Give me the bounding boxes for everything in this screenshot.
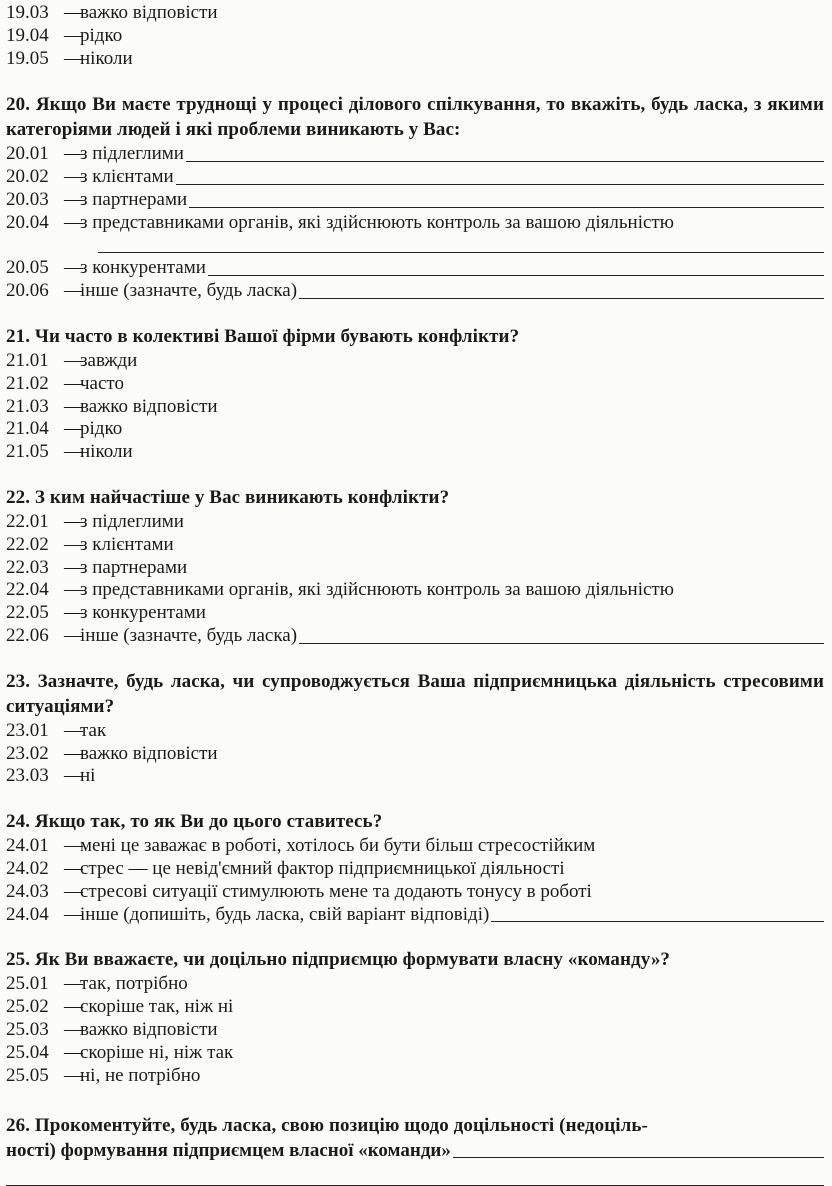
- option-23-01[interactable]: 23.01 — так: [6, 719, 107, 741]
- question-26-line-1: 26. Прокоментуйте, будь ласка, свою позицію щодо доцільності (недоціль-: [6, 1115, 648, 1137]
- question-23-title: 23. Зазначте, будь ласка, чи супроводжується Ваша підприємницька діяльність стресовими ситуаціями?: [6, 670, 824, 717]
- option-19-03[interactable]: 19.03 — важко відповісти: [6, 2, 218, 23]
- question-22-title: 22. З ким найчастіше у Вас виникають конфлікти?: [6, 486, 450, 508]
- option-20-05[interactable]: 20.05 — з конкурентами: [6, 257, 824, 280]
- option-24-03[interactable]: 24.03 — стресові ситуації стимулюють мене та додають тонусу в роботі: [6, 880, 592, 902]
- question-20-title: 20. Якщо Ви маєте труднощі у процесі ділового спілкування, то вкажіть, будь ласка, з якими категоріями людей і які проблеми виникають у Вас:: [6, 94, 824, 141]
- answer-line[interactable]: [186, 144, 824, 162]
- answer-line[interactable]: [453, 1140, 824, 1158]
- option-21-04[interactable]: 21.04 — рідко: [6, 418, 123, 440]
- option-21-03[interactable]: 21.03 — важко відповісти: [6, 395, 218, 417]
- option-22-06[interactable]: 22.06 — інше (зазначте, будь ласка): [6, 625, 824, 648]
- option-25-04[interactable]: 25.04 — скоріше ні, ніж так: [6, 1041, 234, 1063]
- option-23-02[interactable]: 23.02 — важко відповісти: [6, 742, 218, 764]
- answer-line[interactable]: [176, 167, 824, 185]
- option-19-04[interactable]: 19.04 — рідко: [6, 24, 123, 46]
- q25-options: [6, 973, 824, 1087]
- option-22-04[interactable]: 22.04 — з представниками органів, які здійснюють контроль за вашою діяльністю: [6, 579, 674, 601]
- q23-options: [6, 720, 824, 788]
- option-21-05[interactable]: 21.05 — ніколи: [6, 441, 133, 463]
- q22-options: [6, 511, 824, 648]
- option-21-02[interactable]: 21.02 — часто: [6, 372, 124, 394]
- option-25-03[interactable]: 25.03 — важко відповісти: [6, 1018, 218, 1040]
- question-21-title: 21. Чи часто в колективі Вашої фірми бувають конфлікти?: [6, 325, 520, 347]
- option-25-05[interactable]: 25.05 — ні, не потрібно: [6, 1064, 201, 1086]
- option-20-04[interactable]: 20.04 — з представниками органів, які здійснюють контроль за вашою діяльністю: [6, 211, 674, 233]
- answer-line[interactable]: [98, 235, 824, 253]
- option-23-03[interactable]: 23.03 — ні: [6, 765, 96, 787]
- option-20-06[interactable]: 20.06 — інше (зазначте, будь ласка): [6, 280, 824, 303]
- option-22-05[interactable]: 22.05 — з конкурентами: [6, 602, 206, 624]
- option-21-01[interactable]: 21.01 — завжди: [6, 349, 138, 371]
- option-20-03[interactable]: 20.03 — з партнерами: [6, 189, 824, 212]
- answer-line[interactable]: [208, 258, 824, 276]
- answer-line[interactable]: [299, 281, 824, 299]
- question-26-line-2: ності) формування підприємцем власної «команди»: [6, 1140, 451, 1162]
- option-20-02[interactable]: 20.02 — з клієнтами: [6, 166, 824, 189]
- q20-options: [6, 143, 824, 303]
- answer-line[interactable]: [299, 626, 824, 644]
- option-19-05[interactable]: 19.05 — ніколи: [6, 47, 133, 69]
- q19-options: [6, 2, 824, 70]
- answer-line[interactable]: [491, 904, 824, 922]
- option-22-01[interactable]: 22.01 — з підлеглими: [6, 510, 184, 532]
- option-22-02[interactable]: 22.02 — з клієнтами: [6, 533, 174, 555]
- option-24-01[interactable]: 24.01 — мені це заважає в роботі, хотілось би бути більш стресостійким: [6, 835, 596, 857]
- question-26-line-2-row: [6, 1138, 824, 1163]
- answer-line[interactable]: [189, 190, 824, 208]
- question-26-title: [6, 1113, 824, 1138]
- question-25-title: 25. Як Ви вважаєте, чи доцільно підприємцю формувати власну «команду»?: [6, 949, 671, 971]
- question-24-title: 24. Якщо так, то як Ви до цього ставитесь?: [6, 811, 383, 833]
- option-25-01[interactable]: 25.01 — так, потрібно: [6, 973, 188, 995]
- option-20-01[interactable]: 20.01 — з підлеглими: [6, 143, 824, 166]
- option-24-04[interactable]: 24.04 — інше (допишіть, будь ласка, свій варіант відповіді): [6, 904, 824, 927]
- answer-line-20-04[interactable]: [6, 235, 824, 258]
- option-24-02[interactable]: 24.02 — стрес — це невід'ємний фактор підприємницької діяльності: [6, 857, 565, 879]
- q24-options: [6, 835, 824, 926]
- option-22-03[interactable]: 22.03 — з партнерами: [6, 556, 188, 578]
- option-25-02[interactable]: 25.02 — скоріше так, ніж ні: [6, 996, 234, 1018]
- q21-options: [6, 350, 824, 464]
